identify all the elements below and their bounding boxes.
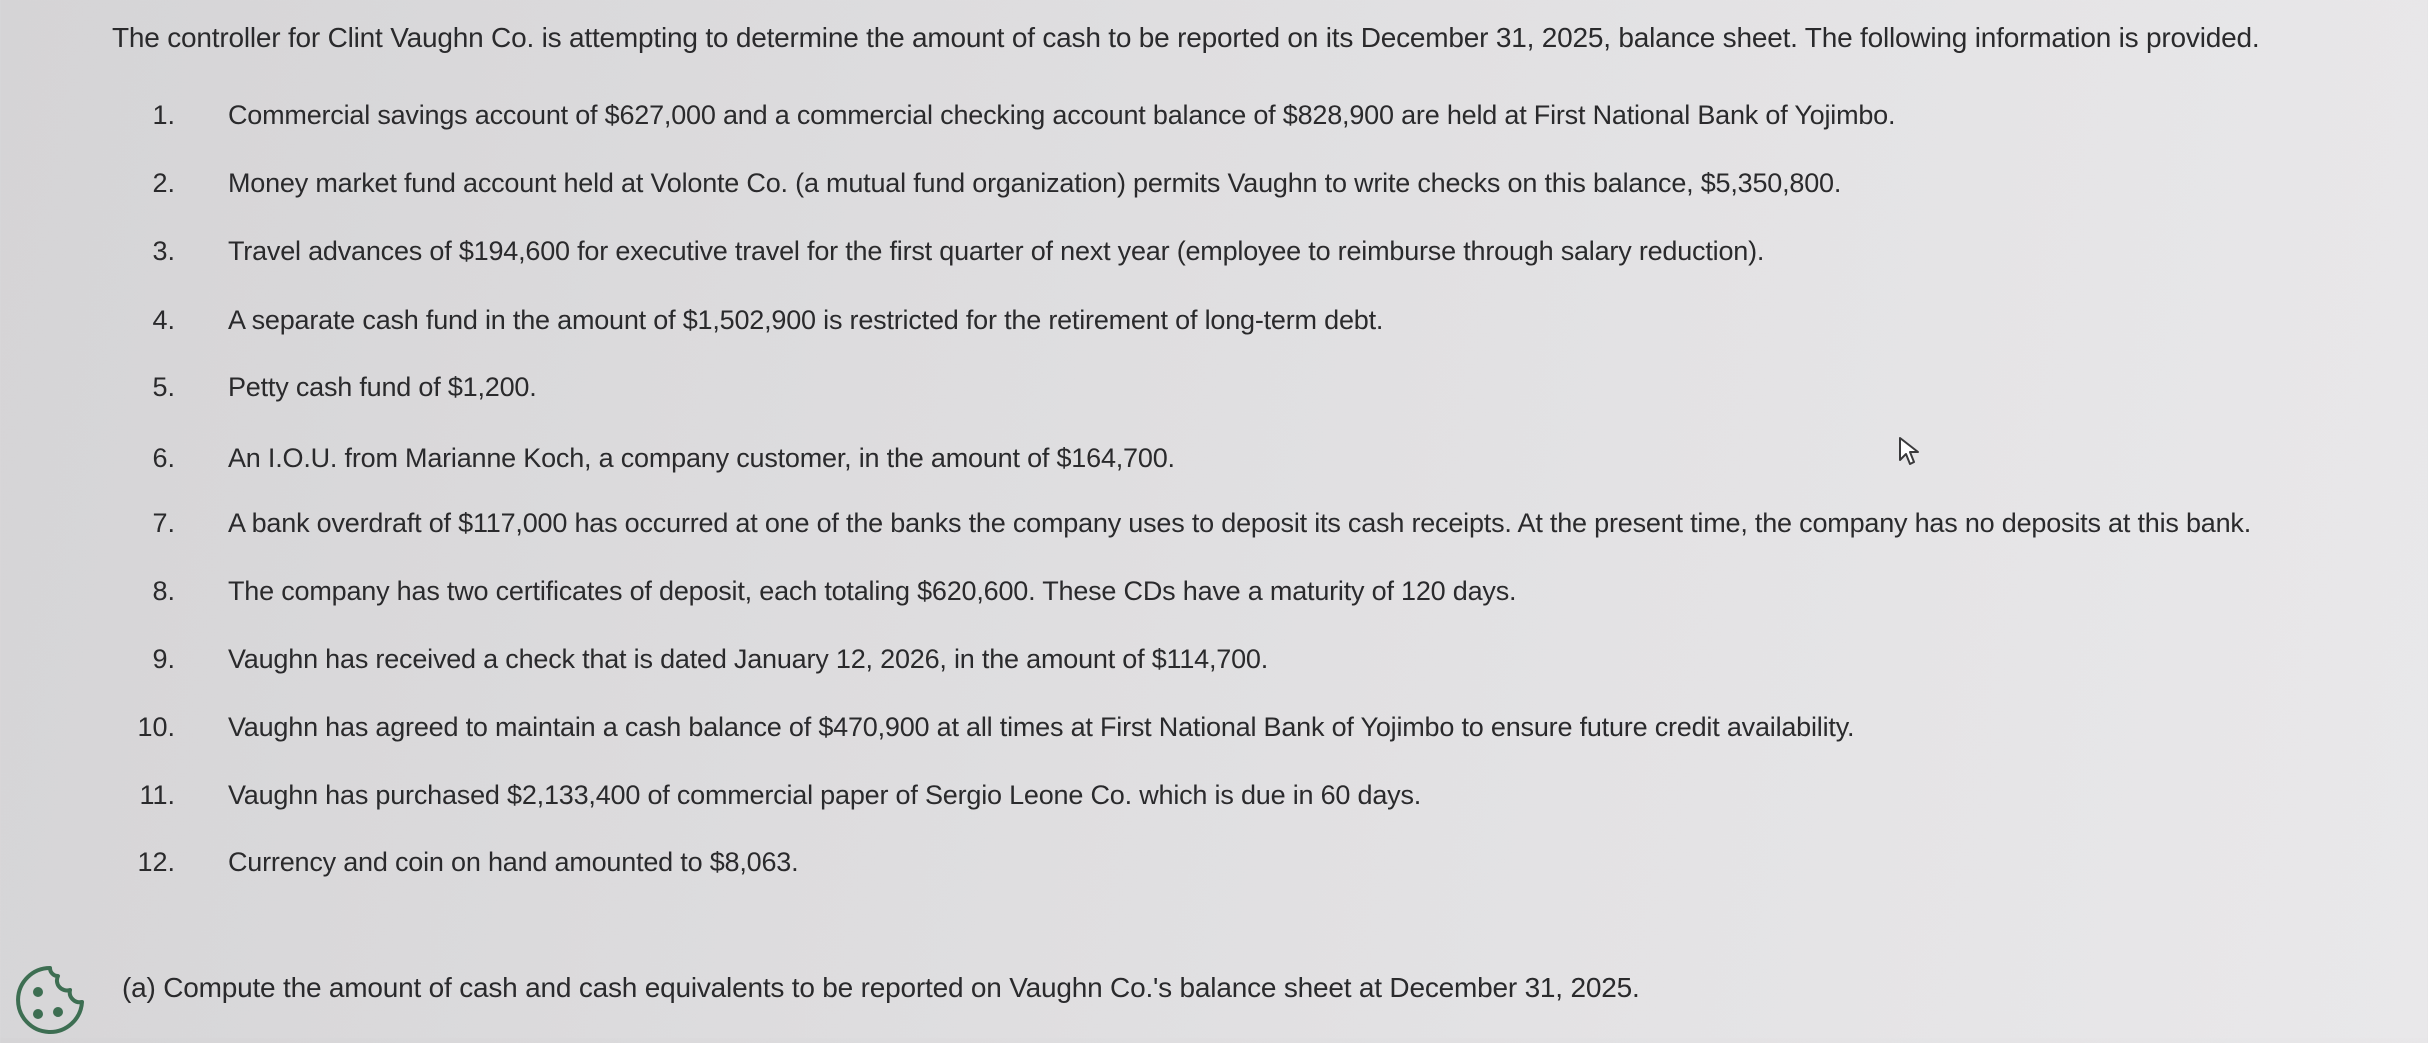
list-item [0, 236, 2428, 276]
item-number: 7. [152, 508, 175, 538]
item-text: The company has two certificates of deposit, each totaling $620,600. These CDs have a maturity of 120 days. [228, 576, 1517, 606]
item-number: 1. [152, 100, 175, 130]
list-item [0, 372, 2428, 412]
item-number: 11. [139, 780, 175, 810]
question-text: (a) Compute the amount of cash and cash equivalents to be reported on Vaughn Co.'s balance sheet at December 31, 2025. [122, 972, 1640, 1003]
item-text: Currency and coin on hand amounted to $8,063. [228, 847, 799, 877]
item-text: Vaughn has received a check that is dated January 12, 2026, in the amount of $114,700. [228, 644, 1269, 674]
list-item [0, 100, 2428, 140]
item-text: Money market fund account held at Volonte Co. (a mutual fund organization) permits Vaughn to write checks on this balance, $5,350,800. [228, 168, 1842, 198]
list-item [0, 443, 2428, 483]
intro-text: The controller for Clint Vaughn Co. is attempting to determine the amount of cash to be reported on its December 31, 2025, balance sheet. The following information is provided. [112, 22, 2260, 53]
list-item [0, 576, 2428, 616]
item-number: 8. [152, 576, 175, 606]
item-text: Vaughn has purchased $2,133,400 of commercial paper of Sergio Leone Co. which is due in 60 days. [228, 780, 1422, 810]
list-item [0, 508, 2428, 548]
item-text: Petty cash fund of $1,200. [228, 372, 537, 402]
item-number: 3. [152, 236, 175, 266]
list-item [0, 780, 2428, 820]
list-item [0, 305, 2428, 345]
item-number: 6. [152, 443, 175, 473]
item-number: 12. [137, 847, 175, 877]
cookie-icon[interactable] [12, 962, 88, 1038]
item-text: An I.O.U. from Marianne Koch, a company customer, in the amount of $164,700. [228, 443, 1175, 473]
list-item [0, 168, 2428, 208]
list-item [0, 712, 2428, 752]
item-number: 2. [152, 168, 175, 198]
item-number: 9. [152, 644, 175, 674]
list-item [0, 847, 2428, 887]
item-text: Travel advances of $194,600 for executive travel for the first quarter of next year (employee to reimburse through salary reduction). [228, 236, 1765, 266]
cursor-icon [1896, 435, 1922, 467]
item-text: A bank overdraft of $117,000 has occurred at one of the banks the company uses to deposit its cash receipts. At the present time, the company has no deposits at this bank. [228, 508, 2252, 538]
item-text: A separate cash fund in the amount of $1,502,900 is restricted for the retirement of long-term debt. [228, 305, 1384, 335]
item-text: Commercial savings account of $627,000 and a commercial checking account balance of $828,900 are held at First National Bank of Yojimbo. [228, 100, 1896, 130]
item-number: 5. [152, 372, 175, 402]
item-number: 4. [152, 305, 175, 335]
item-text: Vaughn has agreed to maintain a cash balance of $470,900 at all times at First National Bank of Yojimbo to ensure future credit availability. [228, 712, 1855, 742]
item-number: 10. [137, 712, 175, 742]
list-item [0, 644, 2428, 684]
